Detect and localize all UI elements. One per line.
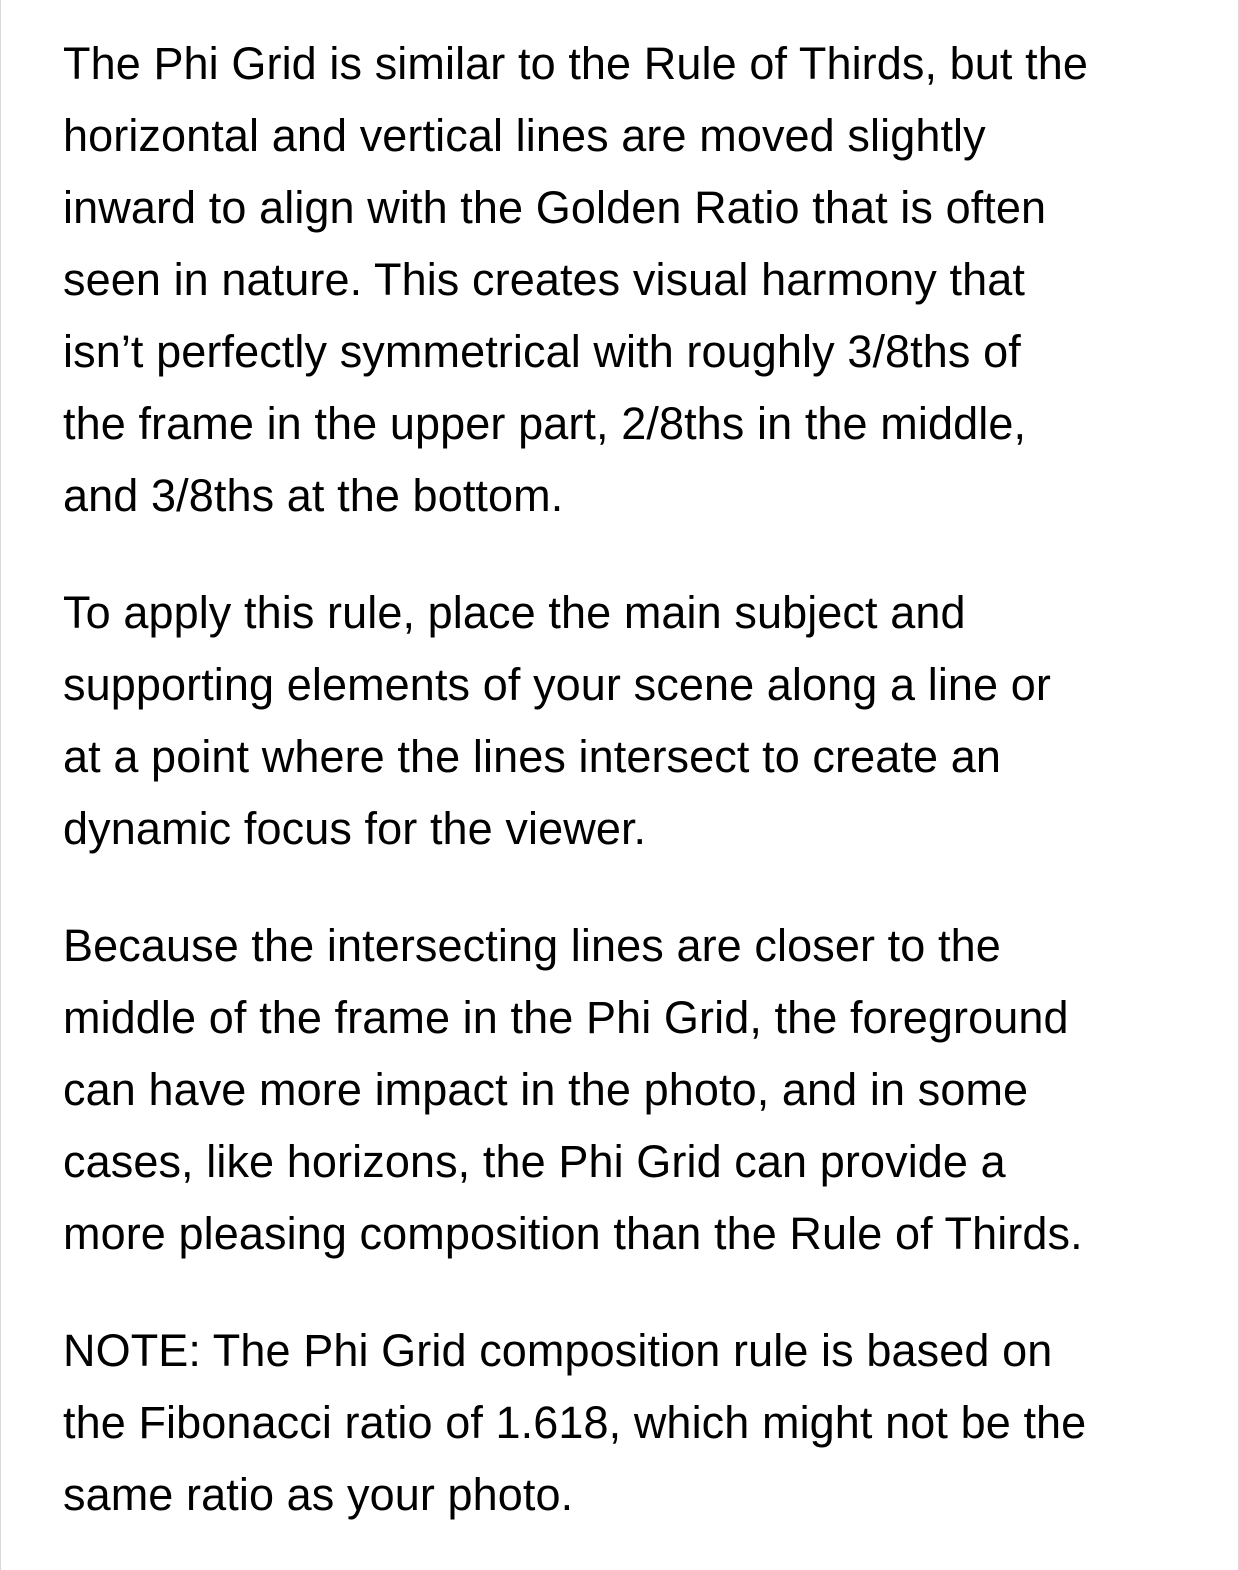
text-line: The Phi Grid is similar to the Rule of Thirds, but the bbox=[63, 38, 1088, 89]
text-line: dynamic focus for the viewer. bbox=[63, 803, 647, 854]
text-line: the Fibonacci ratio of 1.618, which might not be the bbox=[63, 1397, 1087, 1448]
text-line: and 3/8ths at the bottom. bbox=[63, 470, 564, 521]
text-line: at a point where the lines intersect to create an bbox=[63, 731, 1001, 782]
paragraph-apply-rule bbox=[63, 577, 1188, 865]
text-line: NOTE: The Phi Grid composition rule is based on bbox=[63, 1325, 1053, 1376]
document-body bbox=[63, 28, 1188, 1531]
text-line: To apply this rule, place the main subject and bbox=[63, 587, 966, 638]
text-line: isn’t perfectly symmetrical with roughly 3/8ths of bbox=[63, 326, 1021, 377]
text-line: middle of the frame in the Phi Grid, the foreground bbox=[63, 992, 1069, 1043]
text-line: more pleasing composition than the Rule of Thirds. bbox=[63, 1208, 1083, 1259]
paragraph-phi-grid-intro bbox=[63, 28, 1188, 532]
text-line: seen in nature. This creates visual harmony that bbox=[63, 254, 1025, 305]
text-line: the frame in the upper part, 2/8ths in the middle, bbox=[63, 398, 1027, 449]
text-line: Because the intersecting lines are closer to the bbox=[63, 920, 1001, 971]
text-line: can have more impact in the photo, and in some bbox=[63, 1064, 1029, 1115]
paragraph-intersecting-lines bbox=[63, 910, 1188, 1270]
text-line: inward to align with the Golden Ratio that is often bbox=[63, 182, 1047, 233]
paragraph-note bbox=[63, 1315, 1188, 1531]
text-line: cases, like horizons, the Phi Grid can provide a bbox=[63, 1136, 1006, 1187]
text-line: same ratio as your photo. bbox=[63, 1469, 574, 1520]
text-line: horizontal and vertical lines are moved slightly bbox=[63, 110, 986, 161]
text-line: supporting elements of your scene along a line or bbox=[63, 659, 1052, 710]
